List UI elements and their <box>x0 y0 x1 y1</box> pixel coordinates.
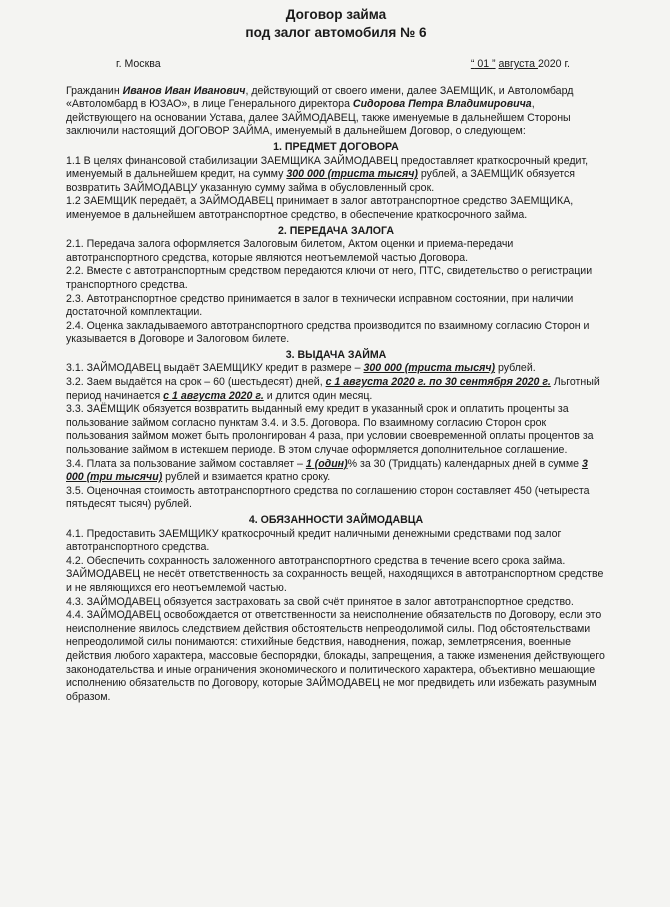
clause-3-1-text-b: рублей. <box>495 362 536 375</box>
clause-3-4 <box>66 458 606 485</box>
credit-amount: 300 000 (триста тысяч) <box>363 362 496 375</box>
section-4-heading: 4. ОБЯЗАННОСТИ ЗАЙМОДАВЦА <box>248 514 424 526</box>
clause-1-1-text-a: 1.1 В целях финансовой стабилизации ЗАЕМЩИКА ЗАЙМОДАВЕЦ предоставляет краткосрочный кредит, именуемый в дальнейшем кредит, на сумму <box>66 154 589 181</box>
clause-3-2-text-a: 3.2. Заем выдаётся на срок – 60 (шестьдесят) дней, <box>66 376 326 389</box>
clause-1-1-text-b: рублей, а ЗАЕМЩИК обязуется возвратить ЗАЙМОДАВЦУ указанную сумму займа в обусловленный срок. <box>66 168 576 194</box>
date-open-quote: “ <box>470 58 475 70</box>
loan-term: с 1 августа 2020 г. по 30 сентября 2020 г. <box>325 376 551 389</box>
preamble-text-1: Гражданин <box>66 84 123 97</box>
clause-3-5: 3.5. Оценочная стоимость автотранспортного средства по соглашению сторон составляет 450 (четыреста пятьдесят тысяч) рублей. <box>66 484 590 511</box>
section-3-heading: 3. ВЫДАЧА ЗАЙМА <box>285 348 387 361</box>
date-close-quote: ” <box>492 58 496 70</box>
clause-1-2: 1.2 ЗАЕМЩИК передаёт, а ЗАЙМОДАВЕЦ принимает в залог автотранспортное средство ЗАЕМЩИКА, именуемое в дальнейшем автотранспортное средство, в обеспечение краткосрочного займа. <box>66 195 574 221</box>
section-2-heading: 2. ПЕРЕДАЧА ЗАЛОГА <box>277 224 395 237</box>
title-line-2: под залог автомобиля № 6 <box>245 25 427 40</box>
loan-amount: 300 000 (триста тысяч) <box>286 168 418 181</box>
clause-3-1 <box>66 362 606 376</box>
clause-3-1-text-a: 3.1. ЗАЙМОДАВЕЦ выдаёт ЗАЕМЩИКУ кредит в размере – <box>66 362 364 375</box>
clause-3-4-text-c: рублей и взимается кратно сроку. <box>162 471 331 484</box>
place: г. Москва <box>116 58 161 70</box>
preamble-text-3: , действующего на основании Устава, далее ЗАЙМОДАВЕЦ, также именуемые в дальнейшем Стороны заключили настоящий ДОГОВОР ЗАЙМА, именуемый в дальнейшем Договор, о следующем: <box>66 98 571 138</box>
clause-2-2: 2.2. Вместе с автотранспортным средством передаются ключи от него, ПТС, свидетельство о регистрации транспортного средства. <box>66 265 593 291</box>
place-date-row <box>116 58 570 72</box>
borrower-name: Иванов Иван Иванович <box>122 84 246 97</box>
clause-2-1: 2.1. Передача залога оформляется Залоговым билетом, Актом оценки и приема-передачи автотранспортного средства, которые являются неотъемлемой частью Договора. <box>66 238 514 264</box>
clause-2-4: 2.4. Оценка закладываемого автотранспортного средства производится по взаимному согласию Сторон и указывается в Договоре и Залоговом билете. <box>66 319 590 346</box>
clause-3-4-text-b: % за 30 (Тридцать) календарных дней в сумме <box>347 457 582 470</box>
preamble-text-2: , действующий от своего имени, далее ЗАЕМЩИК, и Автоломбард «Автоломбард в ЮЗАО», в лице Генерального директора <box>66 84 574 111</box>
title-line-1: Договор займа <box>285 7 387 22</box>
preamble <box>66 85 606 139</box>
date-month: августа <box>498 58 538 70</box>
clause-4-4: 4.4. ЗАЙМОДАВЕЦ освобождается от ответственности за неисполнение обязательств по Договору, если это неисполнение явилось следствием действия обстоятельств непреодолимой силы. Под обстоятельствами непреодолимой силы понимаются: стихийные бедствия, наводнения, пожар, землетрясения, военные действия любого характера, массовые беспорядки, блокады, запрещения, а также изменения действующего законодательства и иные ограничения экономического и политического характера, объективно мешающие исполнению обязательств по Договору, которые ЗАЙМОДАВЕЦ не мог предвидеть или избежать разумным образом. <box>66 609 605 703</box>
clause-4-3: 4.3. ЗАЙМОДАВЕЦ обязуется застраховать за свой счёт принятое в залог автотранспортное средство. <box>66 595 574 608</box>
clause-2-3: 2.3. Автотранспортное средство принимается в залог в технически исправном состоянии, при наличии достаточной комплектации. <box>66 292 574 319</box>
contract-date <box>471 58 570 72</box>
clause-3-2-text-c: и длится один месяц. <box>263 389 373 402</box>
clause-3-4-text-a: 3.4. Плата за пользование займом составляет – <box>66 457 306 470</box>
interest-amount: 3 000 (три тысячи) <box>66 457 588 484</box>
clause-3-2-text-b: Льготный период начинается <box>66 376 600 402</box>
clause-3-2 <box>66 376 606 403</box>
clause-4-2: 4.2. Обеспечить сохранность заложенного автотранспортного средства в течение всего срока займа. ЗАЙМОДАВЕЦ не несёт ответственность за сохранность вещей, находящихся в автотранспортном средстве и не являющихся его неотъемлемой частью. <box>66 554 604 594</box>
clause-1-1 <box>66 155 606 196</box>
director-name: Сидорова Петра Владимировича <box>352 98 532 111</box>
clause-4-1: 4.1. Предоставить ЗАЕМЩИКУ краткосрочный кредит наличными денежными средствами под залог автотранспортного средства. <box>66 527 562 554</box>
date-day: 01 <box>474 58 493 70</box>
interest-rate: 1 (один) <box>305 457 348 470</box>
date-year: 2020 г. <box>537 58 570 70</box>
section-1-heading: 1. ПРЕДМЕТ ДОГОВОРА <box>273 140 399 153</box>
clause-3-3: 3.3. ЗАЁМЩИК обязуется возвратить выданный ему кредит в указанный срок и оплатить проценты за пользование займом согласно пунктам 3.4. и 3.5. Договора. По взаимному согласию Сторон срок пользования займом может быть пролонгирован 4 раза, при условии своевременной оплаты процентов за пользование займом в истекшем периоде. В этом случае оформляется дополнительное соглашение. <box>66 403 594 457</box>
grace-period-start: с 1 августа 2020 г. <box>163 389 264 402</box>
